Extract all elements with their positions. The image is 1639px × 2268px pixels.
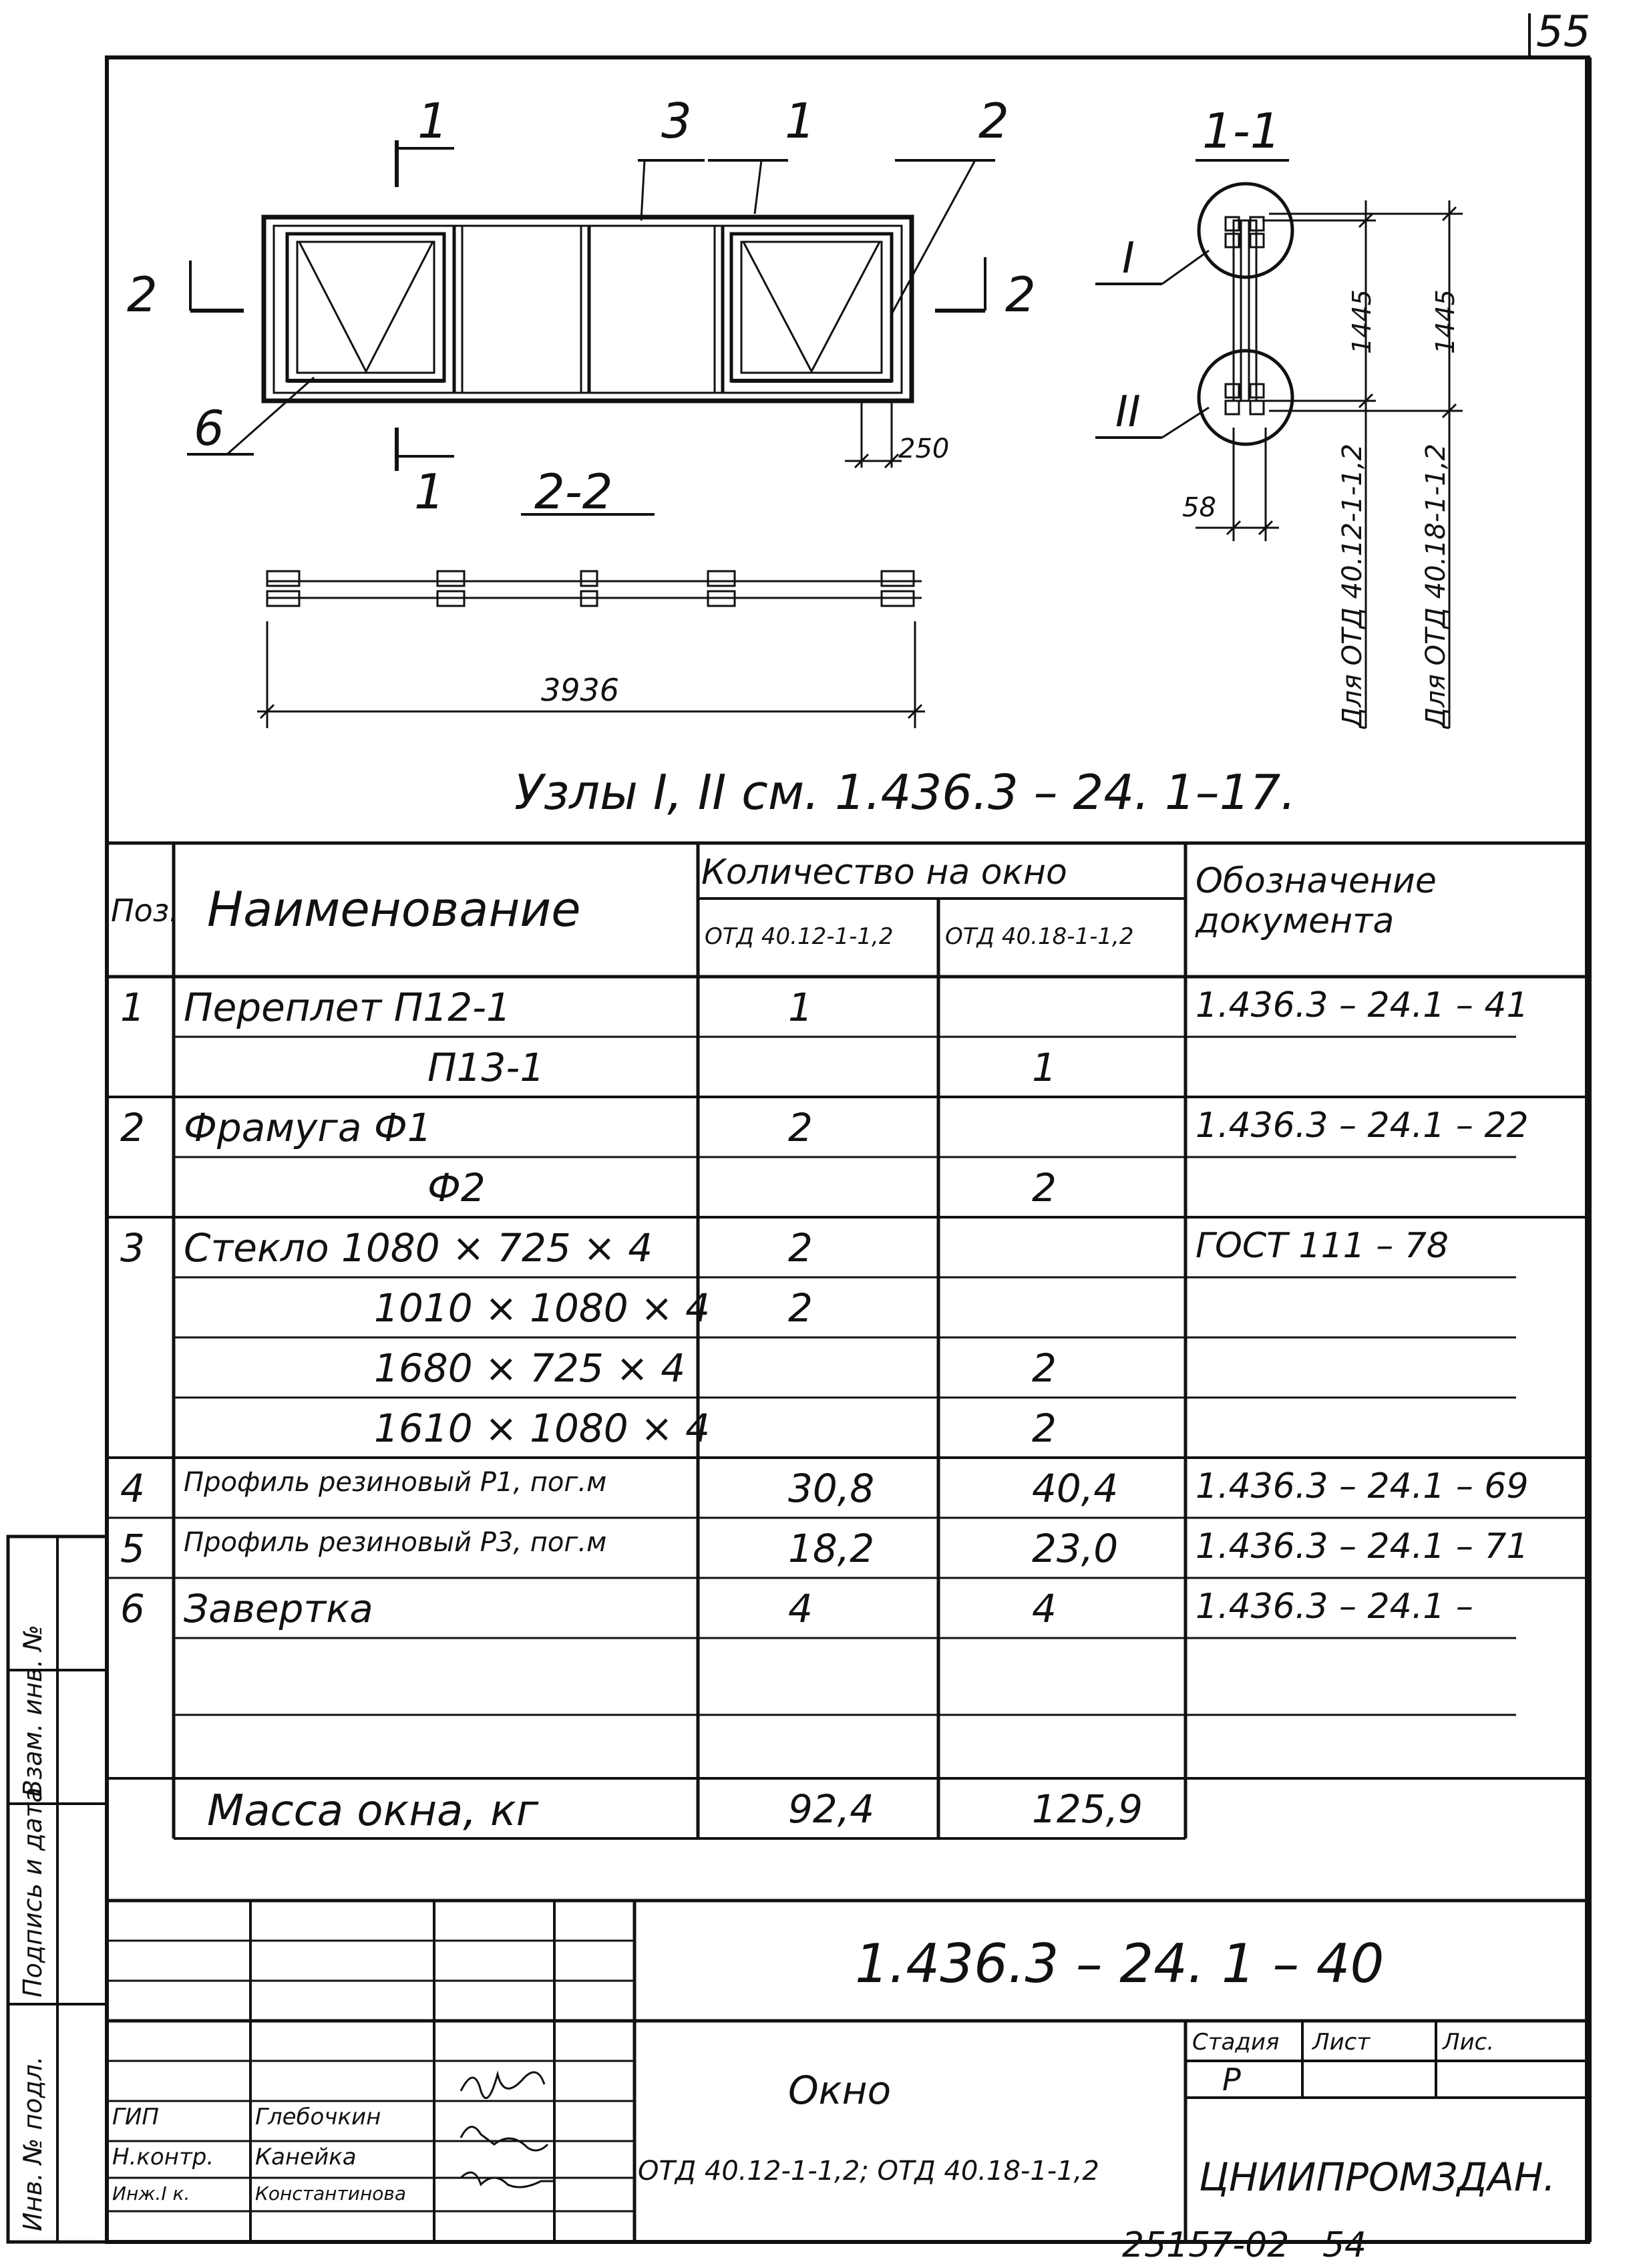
cell-document: 1.436.3 – 24.1 – 69: [1196, 1466, 1529, 1506]
cell-document: 1.436.3 – 24.1 – 71: [1196, 1526, 1529, 1567]
stage-value: Р: [1222, 2062, 1241, 2098]
cell-document: 1.436.3 – 24.1 – 22: [1196, 1106, 1529, 1146]
cell-qty-1: 18,2: [788, 1526, 875, 1571]
dimension-1445-a: 1445: [1347, 289, 1377, 354]
cell-pos: 6: [120, 1586, 145, 1631]
cell-qty-1: 2: [788, 1105, 813, 1150]
cell-qty-2: 125,9: [1032, 1786, 1143, 1832]
cell-name: Ф2: [427, 1165, 486, 1210]
sheets-label: Лис.: [1443, 2029, 1495, 2056]
organization: ЦНИИПРОМЗДАН.: [1199, 2154, 1556, 2200]
section-2-2-title: 2-2: [534, 464, 613, 520]
header-qty: Количество на окно: [701, 852, 1067, 893]
cell-name: Фрамуга Ф1: [184, 1105, 432, 1150]
object-subtitle: ОТД 40.12-1-1,2; ОТД 40.18-1-1,2: [638, 2156, 1099, 2186]
cell-pos: 5: [120, 1526, 145, 1571]
cell-pos: 3: [120, 1225, 145, 1271]
cell-name: Переплет П12-1: [184, 985, 511, 1030]
drawing-designation: 1.436.3 – 24. 1 – 40: [855, 1933, 1385, 1995]
cell-name: Завертка: [184, 1586, 373, 1631]
cell-name: 1010 × 1080 × 4: [374, 1285, 711, 1331]
header-name: Наименование: [207, 881, 581, 937]
cell-name: Профиль резиновый Р3, пог.м: [184, 1527, 607, 1558]
note-variant-1: Для ОТД 40.12-1-1,2: [1337, 444, 1368, 728]
cell-qty-1: 1: [788, 985, 813, 1030]
cell-name: Стекло 1080 × 725 × 4: [184, 1225, 653, 1271]
header-pos: Поз.: [111, 893, 179, 929]
cell-qty-1: 92,4: [788, 1786, 875, 1832]
cell-qty-2: 2: [1032, 1406, 1057, 1451]
cell-name: 1610 × 1080 × 4: [374, 1406, 711, 1451]
section-1-1-title: 1-1: [1202, 103, 1281, 159]
node-label-I: I: [1122, 234, 1135, 283]
signature-marks: [461, 2072, 554, 2187]
header-qty-col1: ОТД 40.12-1-1,2: [705, 923, 894, 950]
note-variant-2: Для ОТД 40.18-1-1,2: [1421, 444, 1451, 728]
callout-sash-1: 1: [785, 93, 815, 149]
cell-qty-2: 1: [1032, 1045, 1057, 1090]
name-engineer: Константинова: [255, 2182, 407, 2205]
cell-qty-2: 2: [1032, 1165, 1057, 1210]
dimension-1445-b: 1445: [1431, 289, 1460, 354]
section-mark-right: 2: [1005, 267, 1036, 323]
section-1-1: [1095, 160, 1463, 728]
cell-name: Профиль резиновый Р1, пог.м: [184, 1467, 607, 1498]
stamp-sign-date: Подпись и дата: [18, 1787, 47, 1997]
footer-code: 25157-02 54: [1122, 2225, 1367, 2265]
cell-qty-1: 30,8: [788, 1466, 875, 1511]
sheet-label: Лист: [1312, 2029, 1371, 2056]
name-gip: Глебочкин: [255, 2104, 381, 2130]
cell-qty-1: 2: [788, 1225, 813, 1271]
section-mark-left: 2: [127, 267, 158, 323]
dimension-58: 58: [1182, 492, 1216, 523]
nodes-reference-note: Узлы I, II см. 1.436.3 – 24. 1–17.: [514, 764, 1296, 820]
header-document: Обозначение документа: [1196, 861, 1437, 941]
window-elevation: [187, 140, 995, 471]
cell-pos: 1: [120, 985, 145, 1030]
dimension-3936: 3936: [541, 672, 620, 708]
cell-pos: 2: [120, 1105, 145, 1150]
stamp-replace-inv: Взам. инв. №: [18, 1624, 47, 1797]
node-label-II: II: [1115, 387, 1141, 437]
stamp-inv-no: Инв. № подл.: [18, 2056, 47, 2231]
role-engineer: Инж.I к.: [112, 2182, 190, 2205]
cell-qty-2: 2: [1032, 1345, 1057, 1391]
callout-section-1-top: 1: [417, 93, 448, 149]
cell-name: П13-1: [427, 1045, 545, 1090]
cell-name: Масса окна, кг: [207, 1786, 539, 1836]
cell-name: 1680 × 725 × 4: [374, 1345, 686, 1391]
cell-document: ГОСТ 111 – 78: [1196, 1226, 1449, 1266]
cell-qty-1: 4: [788, 1586, 813, 1631]
name-norm-control: Канейка: [255, 2144, 357, 2170]
cell-qty-2: 40,4: [1032, 1466, 1119, 1511]
cell-document: 1.436.3 – 24.1 –: [1196, 1587, 1473, 1627]
callout-transom-2: 2: [978, 93, 1009, 149]
section-mark-bottom: 1: [414, 464, 445, 520]
cell-document: 1.436.3 – 24.1 – 41: [1196, 985, 1529, 1025]
header-qty-col2: ОТД 40.18-1-1,2: [945, 923, 1134, 950]
role-gip: ГИП: [112, 2104, 159, 2130]
cell-qty-2: 23,0: [1032, 1526, 1119, 1571]
object-name: Окно: [788, 2068, 892, 2113]
cell-qty-2: 4: [1032, 1586, 1057, 1631]
cell-qty-1: 2: [788, 1285, 813, 1331]
cell-pos: 4: [120, 1466, 145, 1511]
sheet-number: 55: [1536, 7, 1591, 57]
dimension-250: 250: [898, 434, 950, 464]
stage-label: Стадия: [1192, 2029, 1280, 2056]
callout-latch-6: 6: [194, 400, 224, 456]
role-norm-control: Н.контр.: [112, 2144, 214, 2170]
callout-glass-3: 3: [661, 93, 692, 149]
